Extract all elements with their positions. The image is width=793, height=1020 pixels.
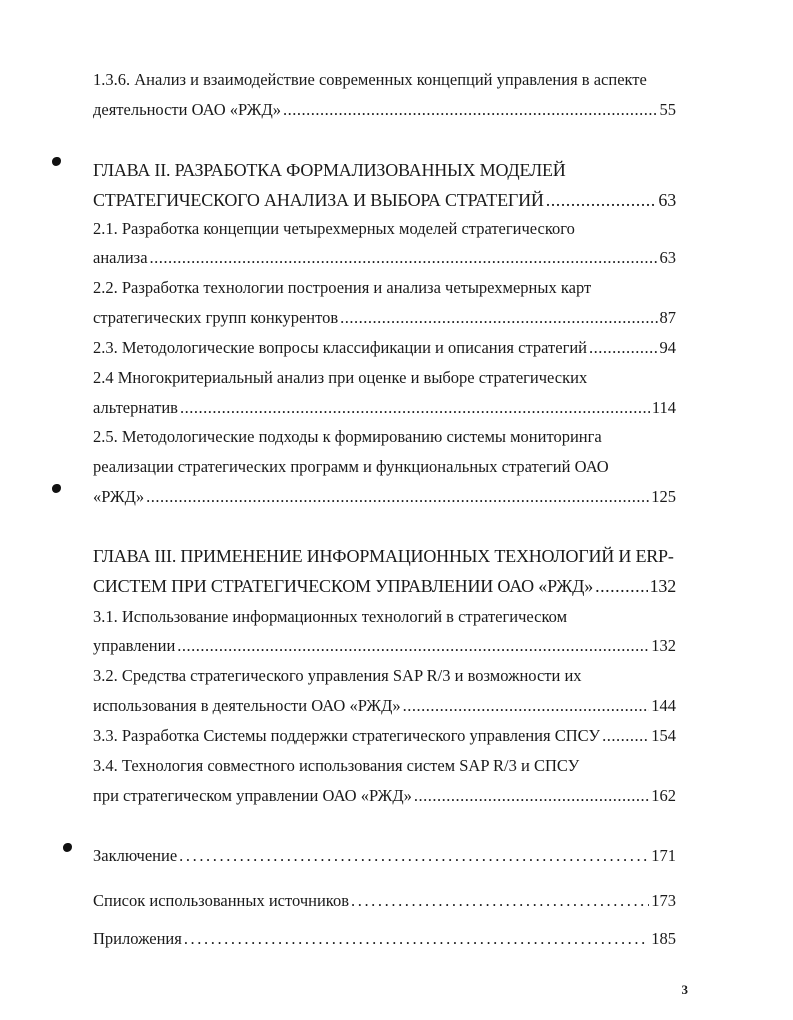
toc-page-number: 162	[651, 786, 676, 805]
toc-appendices	[93, 929, 676, 949]
toc-page-number: 132	[651, 636, 676, 655]
toc-item-2-1-line1: 2.1. Разработка концепции четырехмерных моделей стратегического	[93, 219, 575, 238]
toc-item-2-4	[93, 398, 676, 418]
toc-page-number: 132	[649, 576, 676, 596]
dot-leader	[414, 786, 649, 806]
dot-leader	[589, 338, 658, 358]
dot-leader	[150, 248, 658, 268]
toc-item-2-2-line2: стратегических групп конкурентов	[93, 308, 339, 327]
toc-conclusion	[93, 846, 676, 866]
toc-sources	[93, 891, 676, 911]
dot-leader	[179, 846, 649, 866]
dot-leader	[340, 308, 657, 328]
toc-page-number: 114	[651, 398, 676, 417]
dot-leader	[177, 636, 649, 656]
dot-leader	[546, 190, 657, 210]
toc-item-3-1	[93, 636, 676, 656]
margin-mark	[52, 484, 61, 493]
toc-item-3-1-line2: управлении	[93, 636, 176, 655]
toc-item-3-1-line1: 3.1. Использование информационных технологий в стратегическом	[93, 607, 568, 626]
toc-page-number: 171	[651, 846, 676, 865]
toc-page-number: 55	[659, 100, 676, 119]
toc-item-1-3-6	[93, 100, 676, 120]
chapter-2-title-line2: СТРАТЕГИЧЕСКОГО АНАЛИЗА И ВЫБОРА СТРАТЕГИЙ	[93, 190, 544, 210]
toc-page-number: 94	[659, 338, 676, 357]
toc-conclusion-label: Заключение	[93, 846, 178, 865]
margin-mark	[63, 843, 72, 852]
toc-item-3-3	[93, 726, 676, 746]
page-number: 3	[681, 982, 688, 997]
toc-item-2-5-line1: 2.5. Методологические подходы к формированию системы мониторинга	[93, 427, 602, 446]
toc-sources-label: Список использованных источников	[93, 891, 349, 910]
toc-item-3-3-line1: 3.3. Разработка Системы поддержки стратегического управления СПСУ	[93, 726, 601, 745]
chapter-3	[93, 576, 676, 596]
toc-item-3-4-line2: при стратегическом управлении ОАО «РЖД»	[93, 786, 412, 805]
dot-leader	[602, 726, 649, 746]
toc-item-2-2-line1: 2.2. Разработка технологии построения и анализа четырехмерных карт	[93, 278, 592, 297]
margin-mark	[52, 157, 61, 166]
toc-page-number: 173	[651, 891, 676, 910]
dot-leader	[180, 398, 650, 418]
toc-item-2-4-line2: альтернатив	[93, 398, 178, 417]
chapter-3-title-line1: ГЛАВА III. ПРИМЕНЕНИЕ ИНФОРМАЦИОННЫХ ТЕХНОЛОГИЙ И ERP-	[93, 546, 674, 566]
dot-leader	[146, 487, 649, 507]
toc-item-2-1	[93, 248, 676, 268]
toc-page-number: 185	[651, 929, 676, 948]
toc-page-number: 144	[651, 696, 676, 715]
dot-leader	[403, 696, 650, 716]
toc-page-number: 63	[659, 248, 676, 267]
toc-item-3-2-line1: 3.2. Средства стратегического управления SAP R/3 и возможности их	[93, 666, 582, 685]
dot-leader	[595, 576, 648, 596]
toc-page-number: 63	[658, 190, 676, 210]
toc-item-3-2-line2: использования в деятельности ОАО «РЖД»	[93, 696, 401, 715]
chapter-2-title-line1: ГЛАВА II. РАЗРАБОТКА ФОРМАЛИЗОВАННЫХ МОДЕЛЕЙ	[93, 160, 566, 180]
toc-item-2-5-line2: реализации стратегических программ и функциональных стратегий ОАО	[93, 457, 609, 476]
toc-page-number: 87	[659, 308, 676, 327]
toc-item-3-4-line1: 3.4. Технология совместного использования систем SAP R/3 и СПСУ	[93, 756, 580, 775]
toc-item-1-3-6-line2: деятельности ОАО «РЖД»	[93, 100, 281, 119]
toc-item-2-2	[93, 308, 676, 328]
chapter-2	[93, 190, 676, 210]
toc-item-3-2	[93, 696, 676, 716]
dot-leader	[351, 891, 649, 911]
toc-page-number: 125	[651, 487, 676, 506]
toc-item-2-3-line1: 2.3. Методологические вопросы классификации и описания стратегий	[93, 338, 587, 357]
toc-item-2-5-line3: «РЖД»	[93, 487, 145, 506]
dot-leader	[184, 929, 649, 949]
toc-item-2-4-line1: 2.4 Многокритериальный анализ при оценке и выборе стратегических	[93, 368, 588, 387]
chapter-3-title-line2: СИСТЕМ ПРИ СТРАТЕГИЧЕСКОМ УПРАВЛЕНИИ ОАО «РЖД»	[93, 576, 594, 596]
toc-item-2-5	[93, 487, 676, 507]
dot-leader	[283, 100, 658, 120]
toc-page-number: 154	[651, 726, 676, 745]
toc-item-2-1-line2: анализа	[93, 248, 148, 267]
toc-item-1-3-6-line1: 1.3.6. Анализ и взаимодействие современных концепций управления в аспекте	[93, 70, 647, 89]
toc-appendices-label: Приложения	[93, 929, 182, 948]
toc-item-3-4	[93, 786, 676, 806]
toc-item-2-3	[93, 338, 676, 358]
